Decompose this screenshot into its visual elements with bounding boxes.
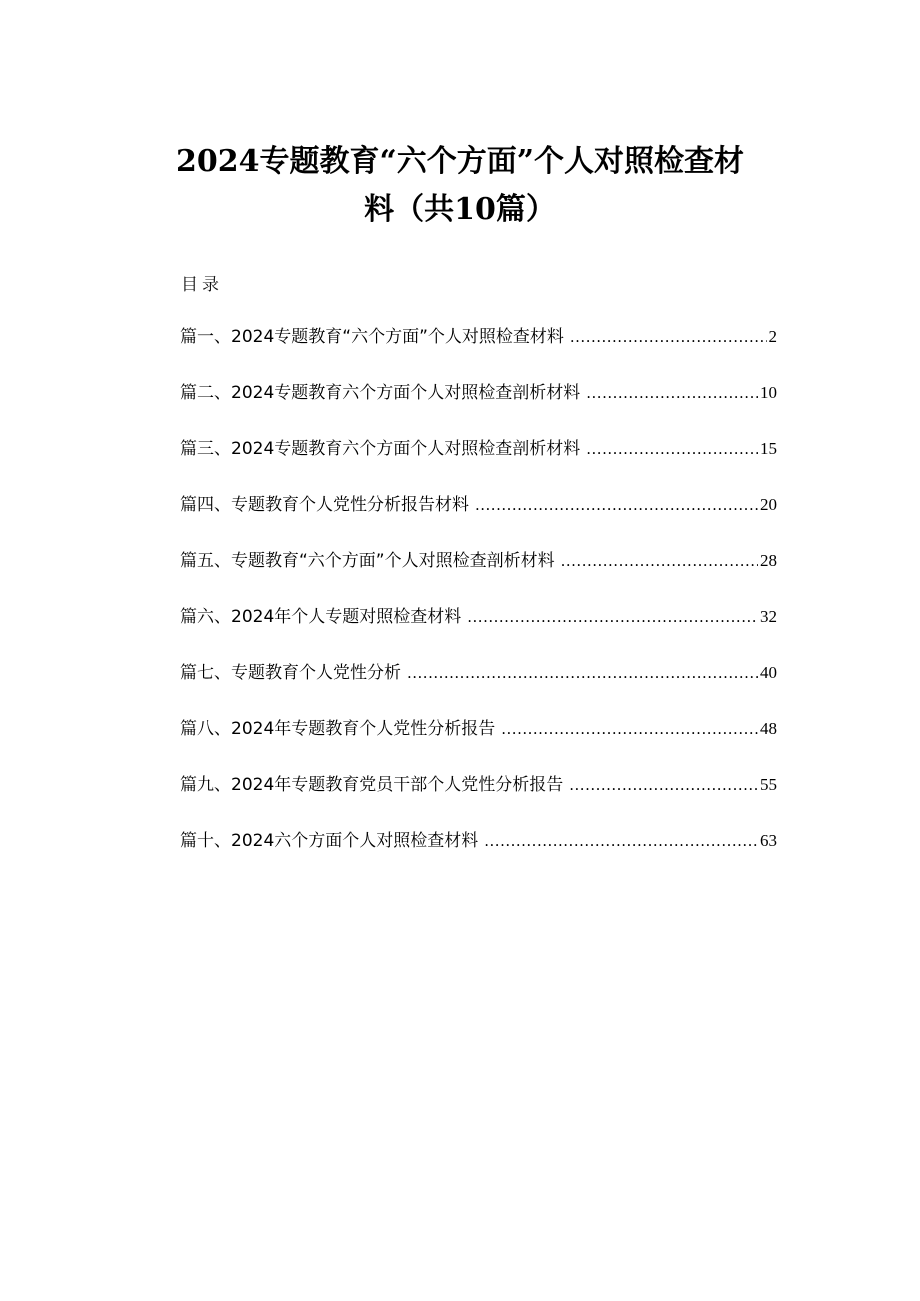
toc-entry-label: 篇七、专题教育个人党性分析 [180,663,401,683]
toc-entry[interactable] [180,714,777,770]
toc-entry-label: 篇六、2024年个人专题对照检查材料 [180,607,462,627]
toc-entry-page: 48 [760,719,777,738]
document-title [140,138,780,234]
toc-entry-label: 篇八、2024年专题教育个人党性分析报告 [180,719,496,739]
toc-leader-dots [586,440,758,458]
toc-leader-dots [484,832,758,850]
toc-leader-dots [569,776,758,794]
title-line-2: 料（共10篇） [364,192,556,227]
toc-entry[interactable] [180,322,777,378]
toc-entry[interactable] [180,434,777,490]
toc-entry[interactable] [180,546,777,602]
toc-entry-page: 40 [760,663,777,682]
toc-leader-dots [475,496,758,514]
toc-entry-page: 55 [760,775,777,794]
toc-entry-label: 篇二、2024专题教育六个方面个人对照检查剖析材料 [180,383,581,403]
toc-entry[interactable] [180,490,777,546]
toc-entry-label: 篇四、专题教育个人党性分析报告材料 [180,495,469,515]
toc-entry-page: 15 [760,439,777,458]
toc-entry-page: 32 [760,607,777,626]
toc-entry-label: 篇一、2024专题教育“六个方面”个人对照检查材料 [180,327,564,347]
toc-entry-page: 28 [760,551,777,570]
toc-entry[interactable] [180,378,777,434]
toc-leader-dots [570,328,767,346]
toc-entry[interactable] [180,658,777,714]
toc-leader-dots [561,552,758,570]
toc-entry-page: 63 [760,831,777,850]
toc-leader-dots [586,384,758,402]
toc-entry-page: 10 [760,383,777,402]
toc-leader-dots [467,608,758,626]
toc-leader-dots [501,720,758,738]
toc-heading: 目录 [181,275,223,295]
toc-entry-label: 篇九、2024年专题教育党员干部个人党性分析报告 [180,775,564,795]
toc-entry-page: 2 [768,327,777,346]
title-line-1: 2024专题教育“六个方面”个人对照检查材 [175,144,744,179]
toc-entry-page: 20 [760,495,777,514]
toc-entry[interactable] [180,602,777,658]
toc-entry[interactable] [180,770,777,826]
toc-entry[interactable] [180,826,777,882]
toc-leader-dots [407,664,758,682]
toc-entry-label: 篇十、2024六个方面个人对照检查材料 [180,831,479,851]
table-of-contents [180,322,777,882]
toc-entry-label: 篇三、2024专题教育六个方面个人对照检查剖析材料 [180,439,581,459]
toc-entry-label: 篇五、专题教育“六个方面”个人对照检查剖析材料 [180,551,555,571]
